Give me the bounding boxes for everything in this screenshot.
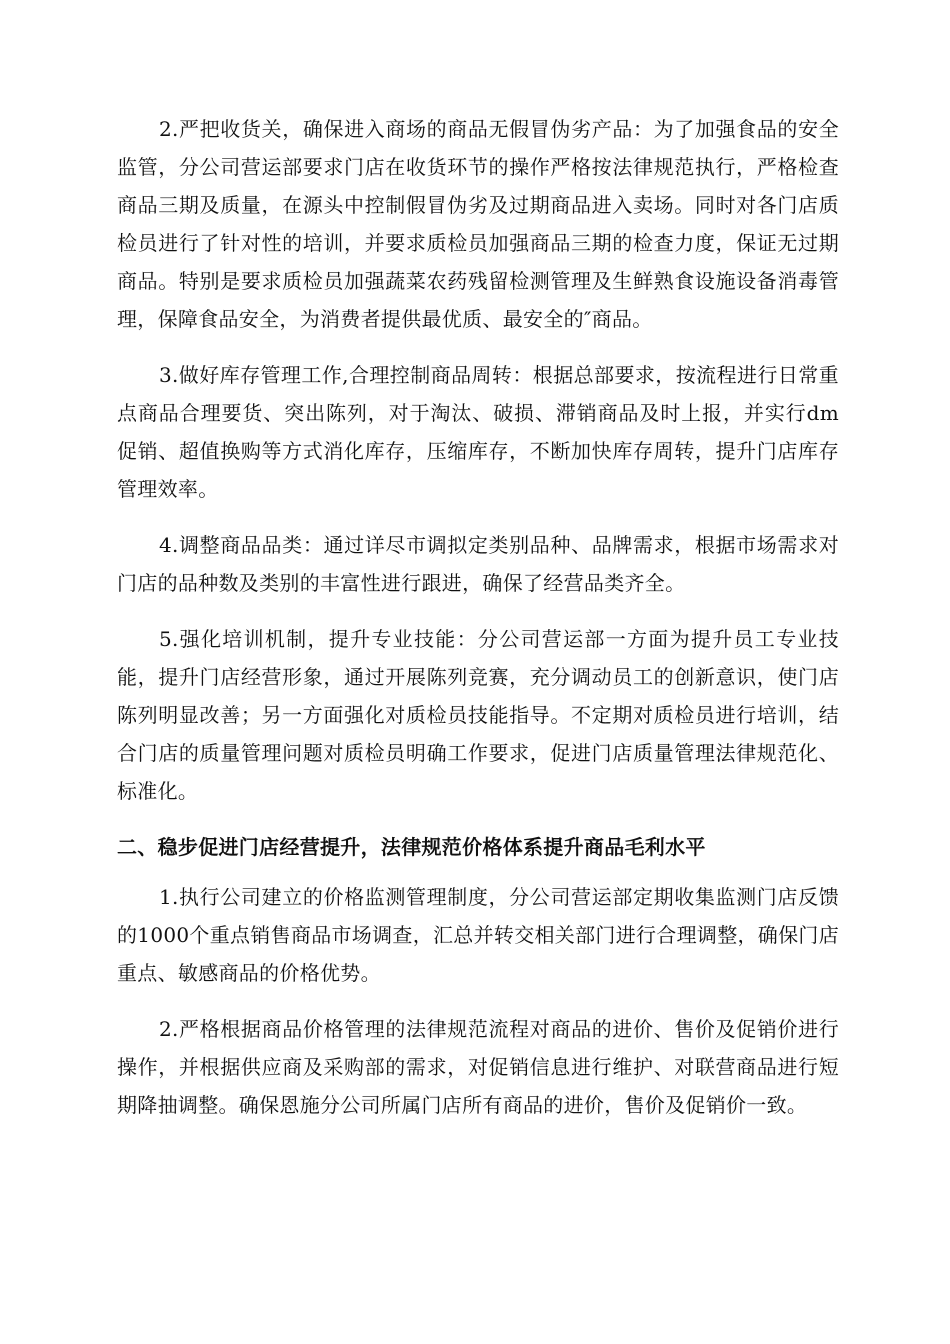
paragraph-inventory-management: 3.做好库存管理工作,合理控制商品周转：根据总部要求，按流程进行日常重点商品合理要货、突出陈列，对于淘汰、破损、滞销商品及时上报，并实行dm促销、超值换购等方式消化库存，压缩库存，不断加快库存周转，提升门店库存管理效率。 — [117, 363, 839, 501]
document-page — [117, 110, 839, 1124]
paragraph-category-adjustment: 4.调整商品品类：通过详尽市调拟定类别品种、品牌需求，根据市场需求对门店的品种数及类别的丰富性进行跟进，确保了经营品类齐全。 — [117, 533, 839, 595]
paragraph-price-management: 2.严格根据商品价格管理的法律规范流程对商品的进价、售价及促销价进行操作，并根据供应商及采购部的需求，对促销信息进行维护、对联营商品进行短期降抽调整。确保恩施分公司所属门店所有商品的进价，售价及促销价一致。 — [117, 1017, 839, 1117]
paragraph-receiving-control: 2.严把收货关，确保进入商场的商品无假冒伪劣产品：为了加强食品的安全监管，分公司营运部要求门店在收货环节的操作严格按法律规范执行，严格检查商品三期及质量，在源头中控制假冒伪劣及过期商品进入卖场。同时对各门店质检员进行了针对性的培训，并要求质检员加强商品三期的检查力度，保证无过期商品。特别是要求质检员加强蔬菜农药残留检测管理及生鲜熟食设施设备消毒管理，保障食品安全，为消费者提供最优质、最安全的″商品。 — [117, 117, 839, 331]
paragraph-training-mechanism: 5.强化培训机制，提升专业技能：分公司营运部一方面为提升员工专业技能，提升门店经营形象，通过开展陈列竞赛，充分调动员工的创新意识，使门店陈列明显改善；另一方面强化对质检员技能指导。不定期对质检员进行培训，结合门店的质量管理问题对质检员明确工作要求，促进门店质量管理法律规范化、标准化。 — [117, 627, 839, 803]
section-heading: 二、稳步促进门店经营提升，法律规范价格体系提升商品毛利水平 — [117, 835, 706, 859]
paragraph-price-monitoring: 1.执行公司建立的价格监测管理制度，分公司营运部定期收集监测门店反馈的1000个重点销售商品市场调查，汇总并转交相关部门进行合理调整，确保门店重点、敏感商品的价格优势。 — [117, 885, 839, 985]
